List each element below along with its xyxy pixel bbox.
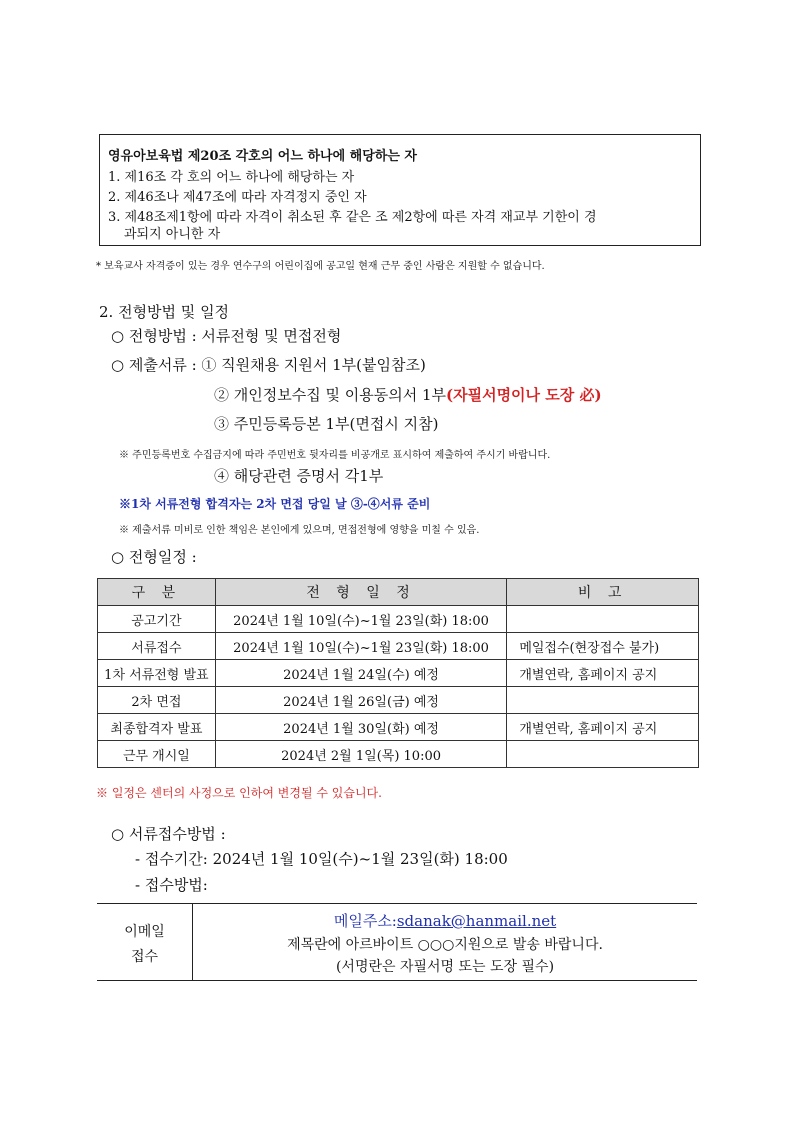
cell-note xyxy=(507,606,699,633)
cell-category: 최종합격자 발표 xyxy=(98,714,216,741)
cell-category: 서류접수 xyxy=(98,633,216,660)
cell-note: 메일접수(현장접수 불가) xyxy=(507,633,699,660)
qualification-item-3: 3. 제48조제1항에 따라 자격이 취소된 후 같은 조 제2항에 따른 자격 재교부 기한이 경 xyxy=(108,210,597,225)
cell-category: 근무 개시일 xyxy=(98,741,216,768)
cell-schedule: 2024년 1월 10일(수)~1월 23일(화) 18:00 xyxy=(215,606,507,633)
doc3-note: ※ 주민등록번호 수집금지에 따라 주민번호 뒷자리를 비공개로 표시하여 제출하여 주시기 바랍니다. xyxy=(119,450,551,461)
schedule-header-row xyxy=(98,579,699,606)
table-row xyxy=(98,714,699,741)
submission-method: - 접수방법: xyxy=(135,876,208,894)
table-row xyxy=(98,633,699,660)
interview-notice: ※1차 서류전형 합격자는 2차 면접 당일 날 ③-④서류 준비 xyxy=(119,497,431,511)
submission-period: - 접수기간: 2024년 1월 10일(수)~1월 23일(화) 18:00 xyxy=(135,850,508,868)
email-address-line xyxy=(193,910,697,931)
cell-note: 개별연락, 홈페이지 공지 xyxy=(507,660,699,687)
docs-line: ○ 제출서류 : ① 직원채용 지원서 1부(붙임참조) xyxy=(111,356,426,374)
submission-label: ○ 서류접수방법 : xyxy=(111,825,226,843)
doc4-line: ④ 해당관련 증명서 각1부 xyxy=(214,467,384,485)
schedule-label: ○ 전형일정 : xyxy=(111,548,197,566)
schedule-table xyxy=(97,578,699,768)
email-link[interactable]: sdanak@hanmail.net xyxy=(396,912,557,930)
email-prefix: 메일주소: xyxy=(333,912,397,930)
header-category: 구 분 xyxy=(98,579,216,606)
doc2-emphasis: (자필서명이나 도장 必) xyxy=(446,386,602,404)
doc2-main: ② 개인정보수집 및 이용동의서 1부 xyxy=(214,386,446,404)
cell-schedule: 2024년 1월 24일(수) 예정 xyxy=(215,660,507,687)
cell-category: 2차 면접 xyxy=(98,687,216,714)
email-label-cell xyxy=(97,904,193,980)
qualification-item-1: 1. 제16조 각 호의 어느 하나에 해당하는 자 xyxy=(108,170,355,185)
cell-schedule: 2024년 1월 30일(화) 예정 xyxy=(215,714,507,741)
email-info-cell xyxy=(193,904,697,980)
email-subject-instruction: 제목란에 아르바이트 ○○○지원으로 발송 바랍니다. xyxy=(287,937,603,953)
cell-schedule: 2024년 1월 26일(금) 예정 xyxy=(215,687,507,714)
email-signature-instruction: (서명란은 자필서명 또는 도장 필수) xyxy=(335,959,555,975)
qualification-item-3-cont: 과되지 아니한 자 xyxy=(124,227,221,242)
table-row xyxy=(98,660,699,687)
teacher-footnote: * 보육교사 자격증이 있는 경우 연수구의 어린이집에 공고일 현재 근무 중인 사람은 지원할 수 없습니다. xyxy=(96,261,545,272)
table-row xyxy=(98,741,699,768)
qualification-box xyxy=(99,134,701,246)
email-label-line2: 접수 xyxy=(130,949,159,965)
method-line: ○ 전형방법 : 서류전형 및 면접전형 xyxy=(111,327,342,345)
cell-schedule: 2024년 1월 10일(수)~1월 23일(화) 18:00 xyxy=(215,633,507,660)
schedule-change-note: ※ 일정은 센터의 사정으로 인하여 변경될 수 있습니다. xyxy=(96,786,382,800)
doc3-line: ③ 주민등록등본 1부(면접시 지참) xyxy=(214,415,439,433)
cell-category: 공고기간 xyxy=(98,606,216,633)
cell-note xyxy=(507,741,699,768)
header-note: 비 고 xyxy=(507,579,699,606)
doc2-line xyxy=(214,384,602,405)
qualification-item-2: 2. 제46조나 제47조에 따라 자격정지 중인 자 xyxy=(108,190,367,205)
cell-note xyxy=(507,687,699,714)
table-row xyxy=(98,606,699,633)
responsibility-note: ※ 제출서류 미비로 인한 책임은 본인에게 있으며, 면접전형에 영향을 미칠 수 있음. xyxy=(119,525,480,536)
cell-schedule: 2024년 2월 1일(목) 10:00 xyxy=(215,741,507,768)
section-title: 2. 전형방법 및 일정 xyxy=(99,303,230,321)
cell-category: 1차 서류전형 발표 xyxy=(98,660,216,687)
header-schedule: 전 형 일 정 xyxy=(215,579,507,606)
cell-note: 개별연락, 홈페이지 공지 xyxy=(507,714,699,741)
qualification-heading: 영유아보육법 제20조 각호의 어느 하나에 해당하는 자 xyxy=(108,149,417,164)
email-label-line1: 이메일 xyxy=(124,924,165,940)
email-submission-table xyxy=(97,903,697,981)
table-row xyxy=(98,687,699,714)
